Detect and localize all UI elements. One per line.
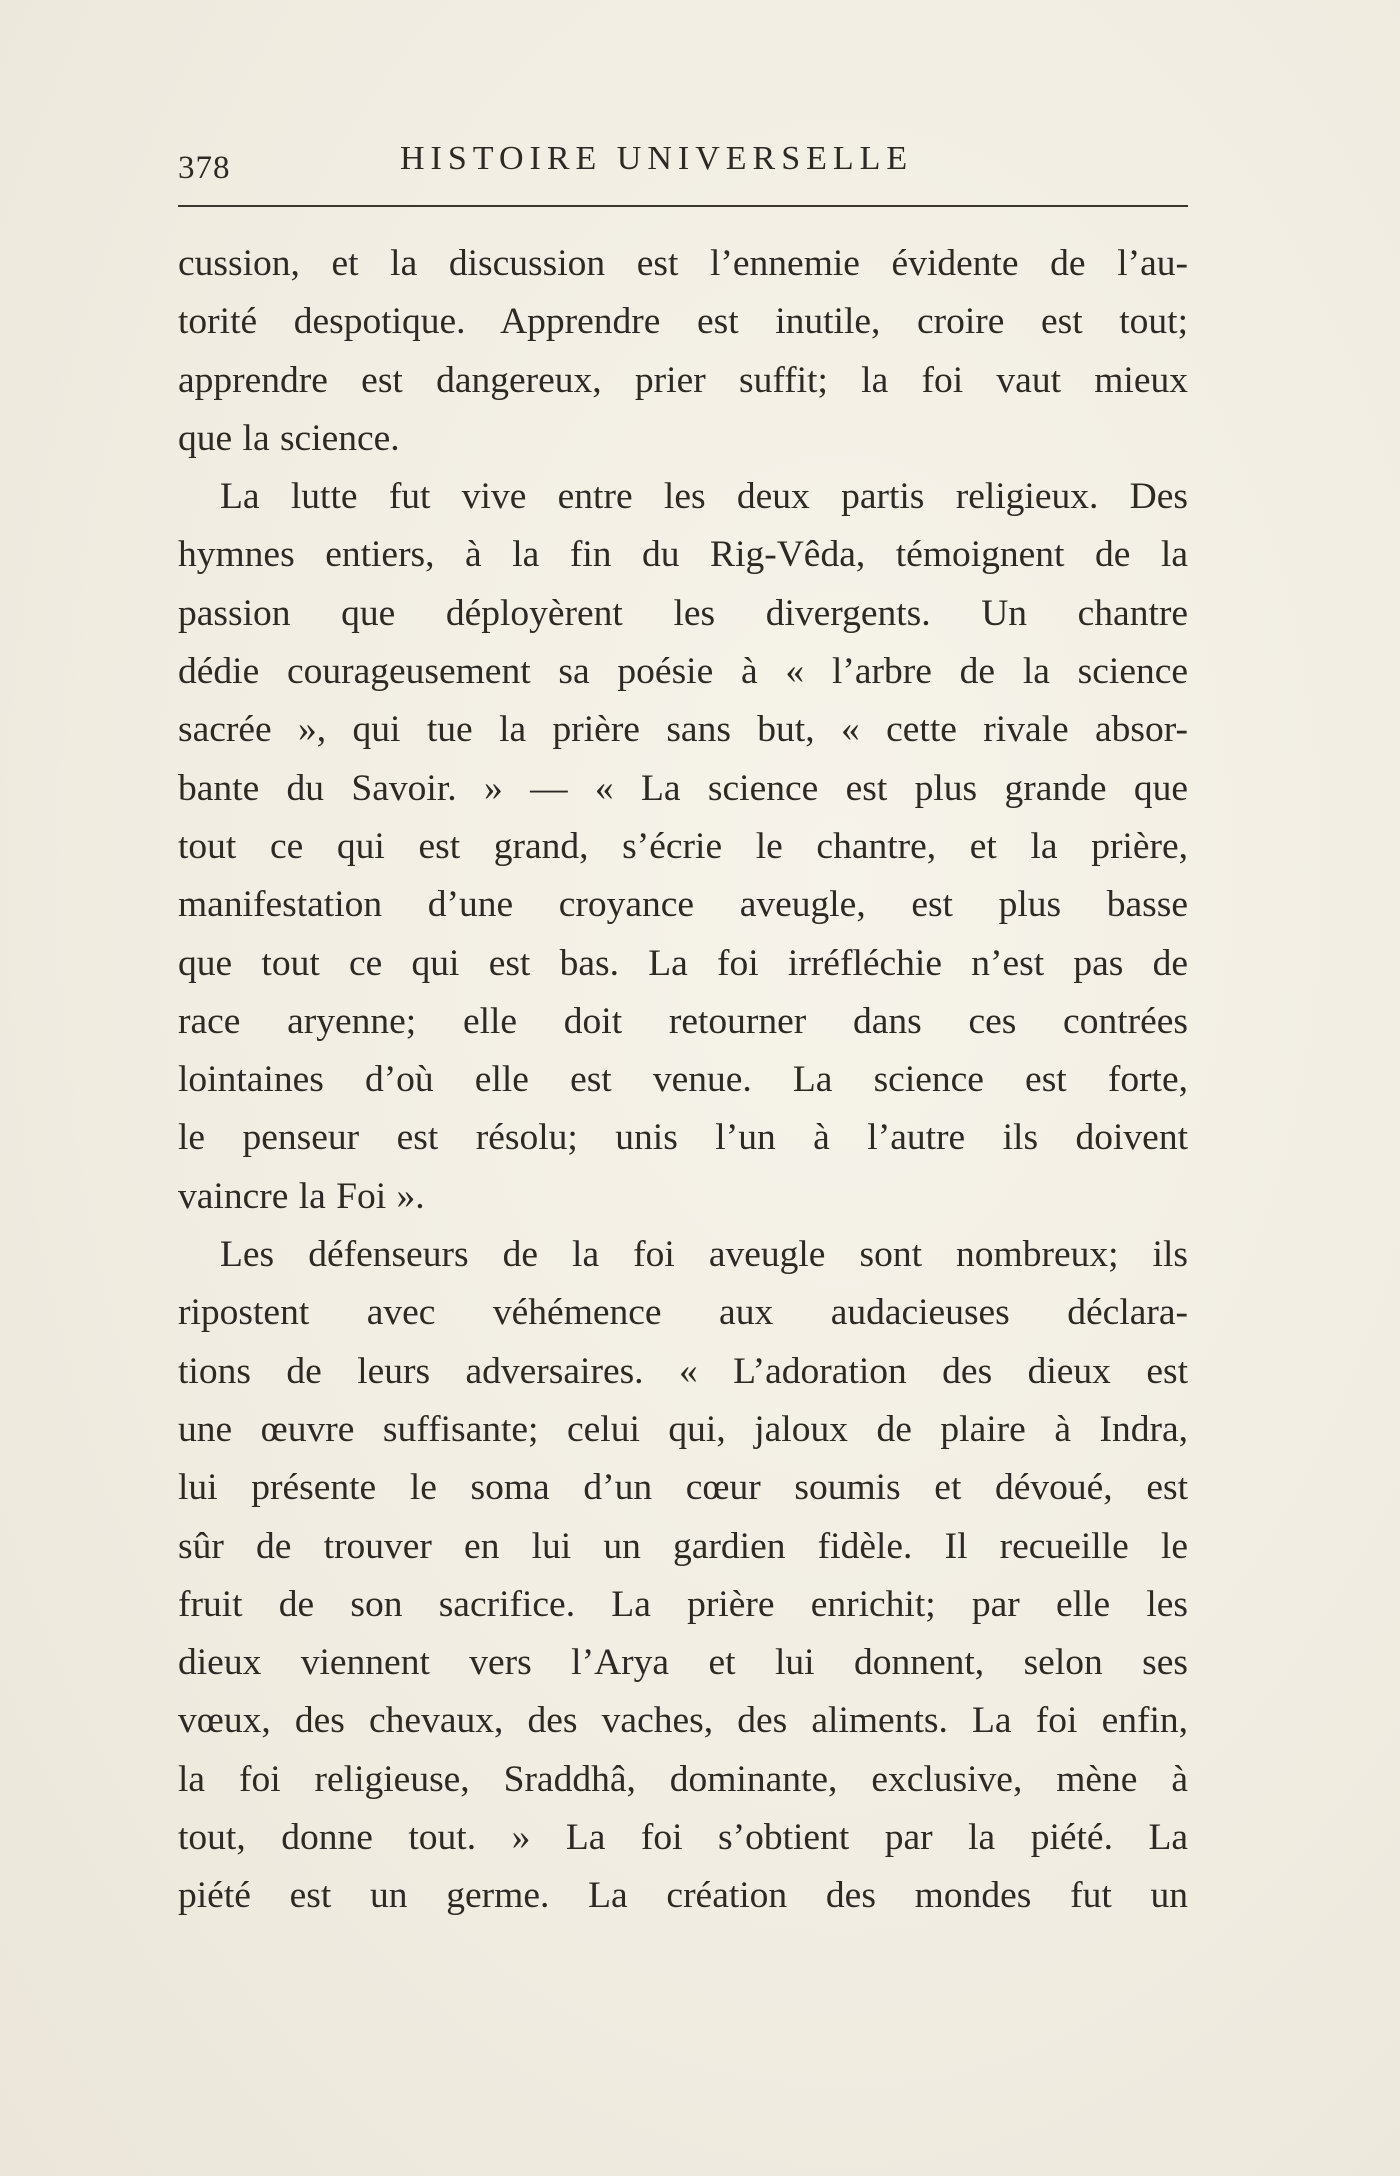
text-line: que tout ce qui est bas. La foi irréfléchie n’est pas de: [178, 942, 1188, 984]
text-line: cussion, et la discussion est l’ennemie évidente de l’au-: [178, 243, 1188, 284]
page-number: 378: [178, 150, 231, 186]
text-line: Les défenseurs de la foi aveugle sont nombreux; ils: [220, 1234, 1188, 1276]
text-line: vaincre la Foi ».: [178, 1175, 425, 1217]
text-line: piété est un germe. La création des mondes fut un: [178, 1875, 1188, 1917]
text-line: torité despotique. Apprendre est inutile, croire est tout;: [178, 301, 1188, 343]
text-line: hymnes entiers, à la fin du Rig-Vêda, témoignent de la: [178, 534, 1188, 576]
text-line: lui présente le soma d’un cœur soumis et dévoué, est: [178, 1467, 1188, 1509]
running-head: [178, 138, 1188, 188]
text-line: le penseur est résolu; unis l’un à l’autre ils doivent: [178, 1117, 1188, 1159]
text-line: sacrée », qui tue la prière sans but, « cette rivale absor-: [178, 709, 1188, 751]
text-line: ripostent avec véhémence aux audacieuses déclara-: [178, 1292, 1188, 1334]
text-line: dédie courageusement sa poésie à « l’arbre de la science: [178, 651, 1188, 693]
text-line: race aryenne; elle doit retourner dans ces contrées: [178, 1000, 1188, 1042]
text-line: sûr de trouver en lui un gardien fidèle. Il recueille le: [178, 1525, 1188, 1567]
text-line: vœux, des chevaux, des vaches, des aliments. La foi enfin,: [178, 1700, 1188, 1742]
text-line: dieux viennent vers l’Arya et lui donnent, selon ses: [178, 1642, 1188, 1684]
text-line: tout, donne tout. » La foi s’obtient par la piété. La: [178, 1817, 1188, 1859]
text-line: lointaines d’où elle est venue. La science est forte,: [178, 1059, 1188, 1101]
text-line: que la science.: [178, 417, 400, 459]
text-line: apprendre est dangereux, prier suffit; la foi vaut mieux: [178, 359, 1188, 401]
text-line: fruit de son sacrifice. La prière enrichit; par elle les: [178, 1583, 1188, 1625]
text-line: la foi religieuse, Sraddhâ, dominante, exclusive, mène à: [178, 1758, 1188, 1800]
text-line: une œuvre suffisante; celui qui, jaloux de plaire à Indra,: [178, 1408, 1188, 1450]
text-line: passion que déployèrent les divergents. Un chantre: [178, 592, 1188, 634]
header-rule: [178, 205, 1188, 207]
text-line: tions de leurs adversaires. « L’adoration des dieux est: [178, 1350, 1188, 1392]
text-line: La lutte fut vive entre les deux partis religieux. Des: [220, 476, 1188, 518]
running-title: HISTOIRE UNIVERSELLE: [400, 140, 914, 177]
text-line: bante du Savoir. » — « La science est plus grande que: [178, 767, 1188, 809]
body-text: [178, 235, 1188, 1926]
text-line: tout ce qui est grand, s’écrie le chantre, et la prière,: [178, 825, 1188, 867]
text-line: manifestation d’une croyance aveugle, est plus basse: [178, 884, 1188, 926]
